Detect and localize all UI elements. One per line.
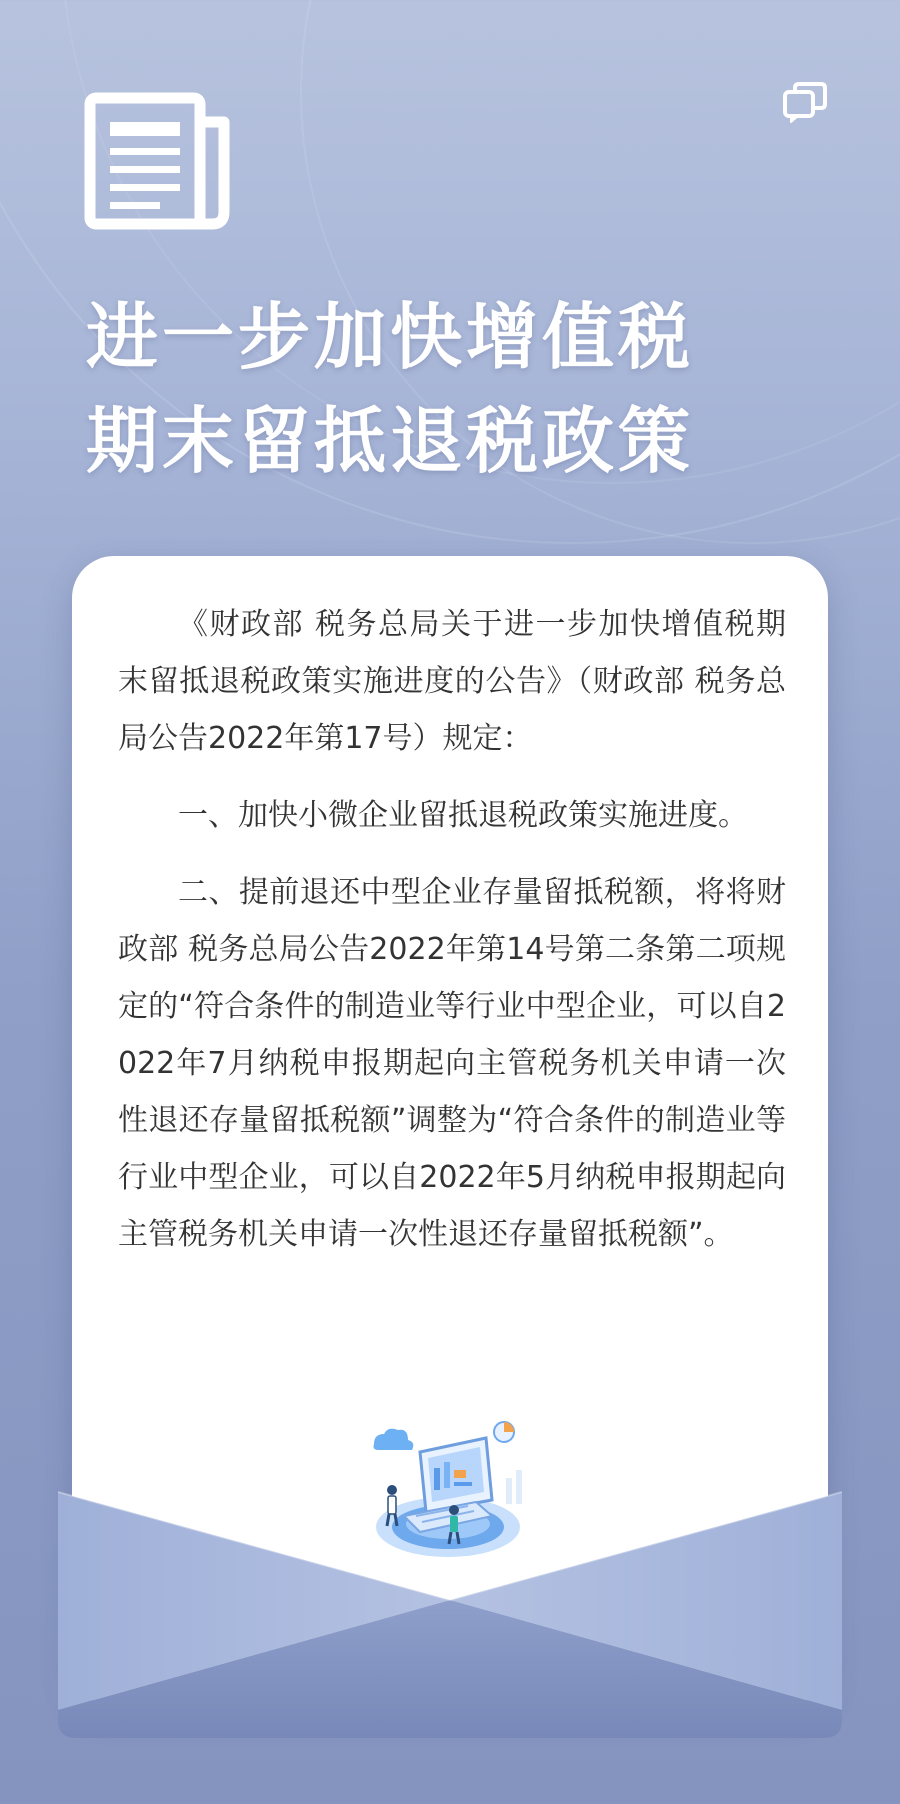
computer-data-illustration: [368, 1412, 532, 1562]
title-line-2: 期末留抵退税政策: [86, 399, 695, 483]
article-paragraph: 《财政部 税务总局关于进一步加快增值税期末留抵退税政策实施进度的公告》（财政部 税务总局公告2022年第17号）规定：: [118, 607, 786, 756]
article-paragraph: 一、加快小微企业留抵退税政策实施进度。: [178, 798, 748, 833]
title-line-1: 进一步加快增值税: [86, 295, 695, 379]
page-title: [86, 285, 866, 493]
chat-windows-icon[interactable]: [781, 80, 829, 124]
article-paragraph: 二、提前退还中型企业存量留抵税额，将将财政部 税务总局公告2022年第14号第二条第二项规定的“符合条件的制造业等行业中型企业，可以自2022年7月纳税申报期起向主管税务机关申请一次性退还存量留抵税额”调整为“符合条件的制造业等行业中型企业，可以自2022年5月纳税申报期起向主管税务机关申请一次性退还存量留抵税额”。: [118, 875, 786, 1252]
article-content: [118, 596, 786, 1283]
newspaper-icon: [84, 92, 236, 230]
